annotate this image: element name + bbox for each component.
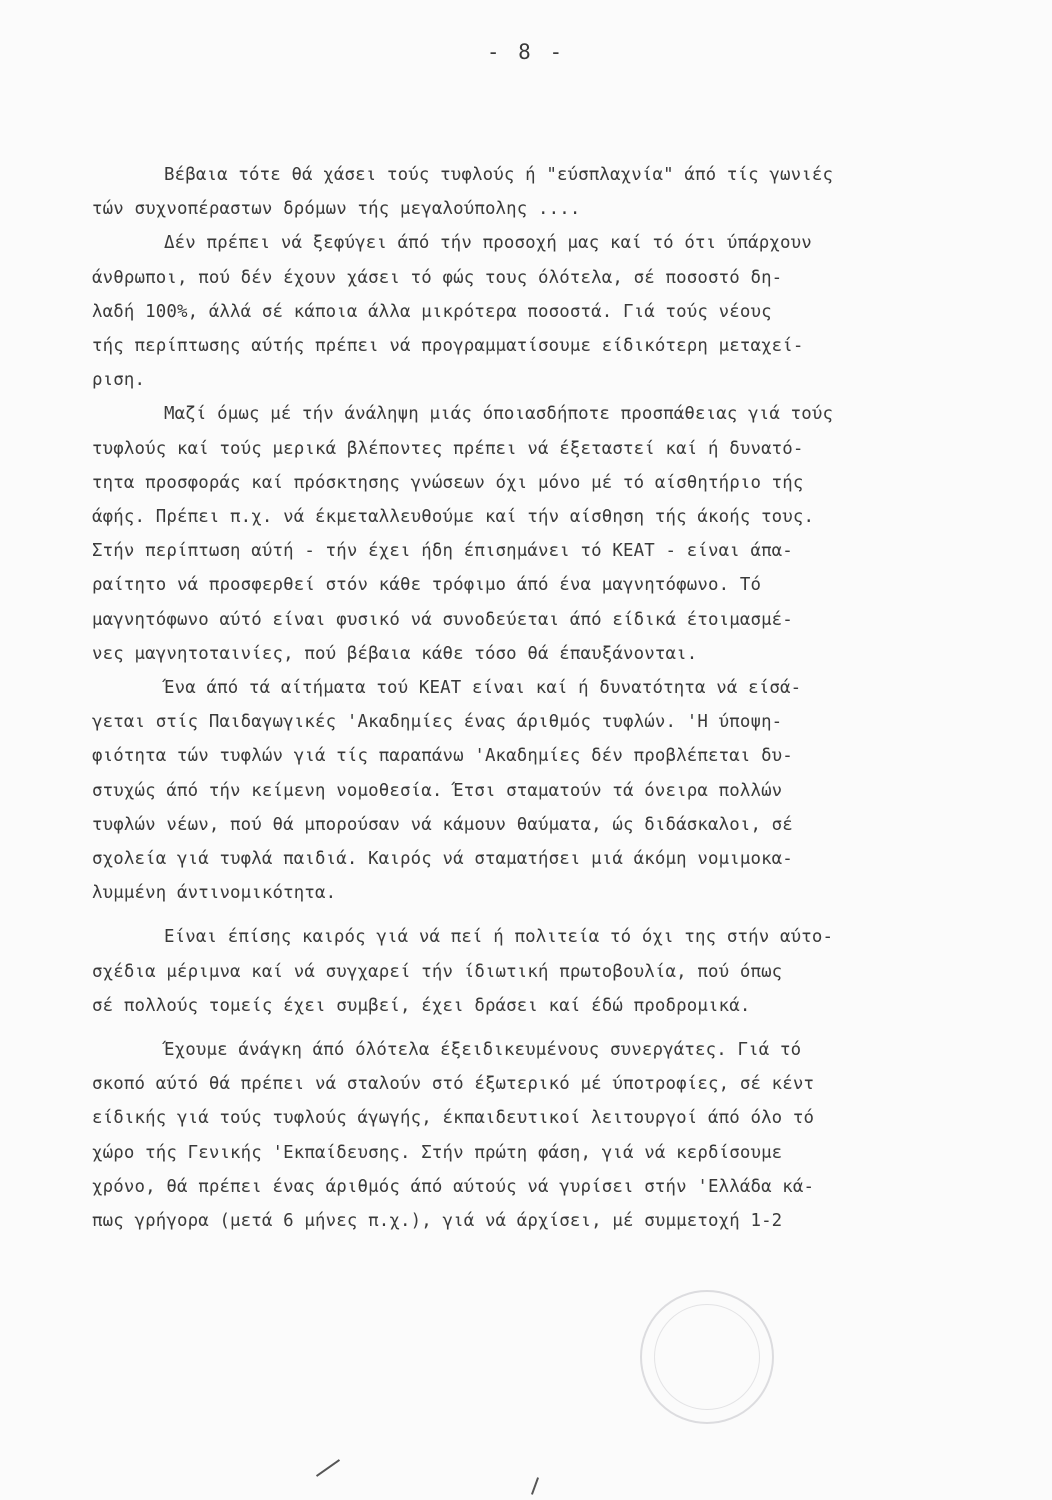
text-line: τυφλούς καί τούς μερικά βλέποντες πρέπει νά έξεταστεί καί ή δυνατό- bbox=[92, 438, 804, 459]
text-line: Έχουμε άνάγκη άπό όλότελα έξειδικευμένους συνεργάτες. Γιά τό bbox=[164, 1040, 802, 1061]
text-line: στυχώς άπό τήν κείμενη νομοθεσία. Έτσι σταματούν τά όνειρα πολλών bbox=[92, 780, 783, 801]
text-line: σέ πολλούς τομείς έχει συμβεί, έχει δράσει καί έδώ προδρομικά. bbox=[92, 995, 751, 1016]
text-line: Στήν περίπτωση αύτή - τήν έχει ήδη έπισημάνει τό ΚΕΑΤ - είναι άπα- bbox=[92, 541, 793, 562]
text-line: λαδή 100%, άλλά σέ κάποια άλλα μικρότερα ποσοστά. Γιά τούς νέους bbox=[92, 301, 772, 322]
text-line: ριση. bbox=[92, 370, 146, 391]
ink-mark bbox=[531, 1477, 539, 1495]
text-line: Βέβαια τότε θά χάσει τούς τυφλούς ή "εύσπλαχνία" άπό τίς γωνιές bbox=[164, 165, 834, 185]
text-line: σχέδια μέριμνα καί νά συγχαρεί τήν ίδιωτική πρωτοβουλία, πού όπως bbox=[92, 961, 783, 982]
text-line: Δέν πρέπει νά ξεφύγει άπό τήν προσοχή μας καί τό ότι ύπάρχουν bbox=[164, 233, 812, 254]
text-line: Είναι έπίσης καιρός γιά νά πεί ή πολιτεία τό όχι της στήν αύτο- bbox=[164, 927, 834, 948]
text-line: άνθρωποι, πού δέν έχουν χάσει τό φώς τους όλότελα, σέ ποσοστό δη- bbox=[92, 267, 783, 288]
text-line: τητα προσφοράς καί πρόσκτησης γνώσεων όχι μόνο μέ τό αίσθητήριο τής bbox=[92, 472, 804, 493]
text-line: είδικής γιά τούς τυφλούς άγωγής, έκπαιδευτικοί λειτουργοί άπό όλο τό bbox=[92, 1108, 815, 1129]
text-line: γεται στίς Παιδαγωγικές 'Ακαδημίες ένας άριθμός τυφλών. 'Η ύποψη- bbox=[92, 712, 783, 733]
text-line: λυμμένη άντινομικότητα. bbox=[92, 883, 337, 904]
text-line: τής περίπτωσης αύτής πρέπει νά προγραμματίσουμε είδικότερη μεταχεί- bbox=[92, 336, 804, 357]
text-line: ραίτητο νά προσφερθεί στόν κάθε τρόφιμο άπό ένα μαγνητόφωνο. Τό bbox=[92, 575, 762, 596]
text-line: Μαζί όμως μέ τήν άνάληψη μιάς όποιασδήποτε προσπάθειας γιά τούς bbox=[164, 404, 834, 425]
text-line: μαγνητόφωνο αύτό είναι φυσικό νά συνοδεύεται άπό είδικά έτοιμασμέ- bbox=[92, 609, 793, 630]
text-line: χρόνο, θά πρέπει ένας άριθμός άπό αύτούς νά γυρίσει στήν 'Ελλάδα κά- bbox=[92, 1176, 815, 1197]
faded-stamp bbox=[640, 1290, 774, 1424]
typed-text-body bbox=[92, 158, 1028, 1238]
text-line: τυφλών νέων, πού θά μπορούσαν νά κάμουν θαύματα, ώς διδάσκαλοι, σέ bbox=[92, 814, 793, 835]
text-line: πως γρήγορα (μετά 6 μήνες π.χ.), γιά νά άρχίσει, μέ συμμετοχή 1-2 bbox=[92, 1211, 783, 1232]
text-line: φιότητα τών τυφλών γιά τίς παραπάνω 'Ακαδημίες δέν προβλέπεται δυ- bbox=[92, 746, 793, 767]
text-line: σχολεία γιά τυφλά παιδιά. Καιρός νά σταματήσει μιά άκόμη νομιμοκα- bbox=[92, 849, 793, 870]
page-number: - 8 - bbox=[486, 40, 566, 64]
text-line: χώρο τής Γενικής 'Εκπαίδευσης. Στήν πρώτη φάση, γιά νά κερδίσουμε bbox=[92, 1142, 783, 1163]
ink-mark bbox=[316, 1459, 340, 1477]
text-line: Ένα άπό τά αίτήματα τού ΚΕΑΤ είναι καί ή δυνατότητα νά είσά- bbox=[164, 678, 802, 699]
text-line: σκοπό αύτό θά πρέπει νά σταλούν στό έξωτερικό μέ ύποτροφίες, σέ κέντ bbox=[92, 1074, 815, 1095]
text-line: άφής. Πρέπει π.χ. νά έκμεταλλευθούμε καί τήν αίσθηση τής άκοής τους. bbox=[92, 507, 815, 528]
text-line: τών συχνοπέραστων δρόμων τής μεγαλούπολης .... bbox=[92, 199, 581, 220]
text-line: νες μαγνητοταινίες, πού βέβαια κάθε τόσο θά έπαυξάνονται. bbox=[92, 643, 698, 664]
